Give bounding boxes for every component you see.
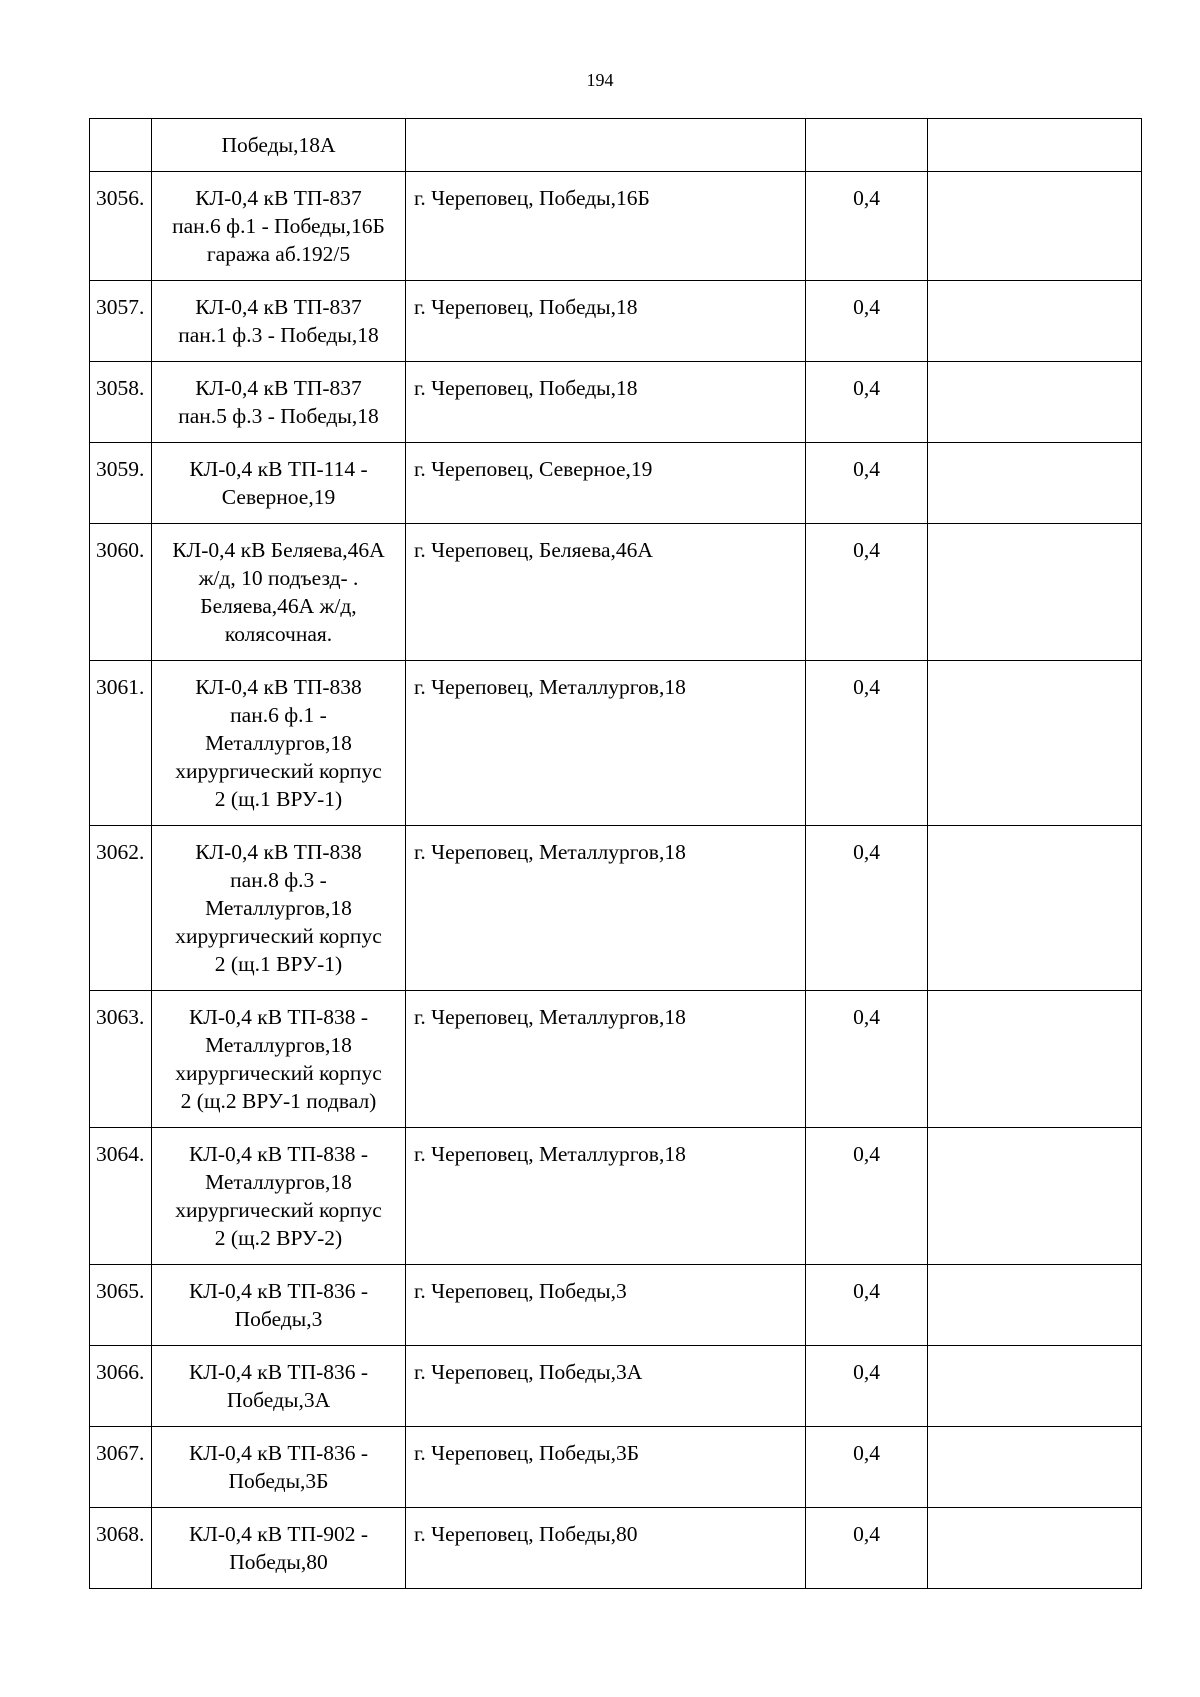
row-number-cell: 3064. [90, 1128, 152, 1265]
row-number-cell: 3056. [90, 172, 152, 281]
line-name-cell [152, 524, 406, 661]
line-name-cell [152, 991, 406, 1128]
empty-cell [928, 443, 1142, 524]
line-name-text: КЛ-0,4 кВ Беляева,46А [172, 538, 385, 562]
line-name-text: хирургический корпус [175, 924, 382, 948]
empty-cell [928, 524, 1142, 661]
address-cell: г. Череповец, Беляева,46А [406, 524, 806, 661]
line-name-cell [152, 172, 406, 281]
line-name-text: ж/д, 10 подъезд- . [198, 566, 359, 590]
empty-cell [928, 661, 1142, 826]
line-name-text: 2 (щ.2 ВРУ-2) [214, 1226, 343, 1250]
line-name-text: КЛ-0,4 кВ ТП-838 [195, 675, 362, 699]
line-name-text: Победы,80 [229, 1550, 328, 1574]
address-cell: г. Череповец, Победы,80 [406, 1508, 806, 1589]
line-name-text: КЛ-0,4 кВ ТП-837 [195, 376, 362, 400]
table-row [90, 1427, 1142, 1508]
empty-cell [928, 119, 1142, 172]
address-cell: г. Череповец, Северное,19 [406, 443, 806, 524]
address-cell: г. Череповец, Металлургов,18 [406, 1128, 806, 1265]
voltage-cell: 0,4 [806, 1508, 928, 1589]
empty-cell [928, 991, 1142, 1128]
voltage-cell [806, 119, 928, 172]
line-name-text: гаража аб.192/5 [206, 242, 351, 266]
table-row [90, 1346, 1142, 1427]
table-row [90, 1128, 1142, 1265]
row-number-cell: 3067. [90, 1427, 152, 1508]
voltage-cell: 0,4 [806, 443, 928, 524]
row-number-cell: 3068. [90, 1508, 152, 1589]
empty-cell [928, 281, 1142, 362]
voltage-cell: 0,4 [806, 281, 928, 362]
address-cell: г. Череповец, Победы,3А [406, 1346, 806, 1427]
line-name-text: КЛ-0,4 кВ ТП-114 - [189, 457, 368, 481]
line-name-text: КЛ-0,4 кВ ТП-838 - [188, 1142, 369, 1166]
row-number-cell: 3061. [90, 661, 152, 826]
voltage-cell: 0,4 [806, 661, 928, 826]
line-name-text: 2 (щ.1 ВРУ-1) [214, 952, 343, 976]
voltage-cell: 0,4 [806, 826, 928, 991]
table-row [90, 826, 1142, 991]
line-name-text: Победы,3Б [228, 1469, 329, 1493]
line-name-cell [152, 1128, 406, 1265]
line-name-cell [152, 1427, 406, 1508]
row-number-cell: 3057. [90, 281, 152, 362]
voltage-cell: 0,4 [806, 1265, 928, 1346]
voltage-cell: 0,4 [806, 1128, 928, 1265]
line-name-text: хирургический корпус [175, 1198, 382, 1222]
empty-cell [928, 1346, 1142, 1427]
line-name-text: Победы,3А [226, 1388, 331, 1412]
line-name-text: Победы,18А [221, 133, 336, 157]
table-row [90, 524, 1142, 661]
line-name-text: Северное,19 [221, 485, 336, 509]
line-name-text: колясочная. [224, 622, 333, 646]
address-cell: г. Череповец, Победы,3 [406, 1265, 806, 1346]
empty-cell [928, 1265, 1142, 1346]
table-row [90, 661, 1142, 826]
table-body [90, 119, 1142, 1589]
line-name-text: КЛ-0,4 кВ ТП-836 - [188, 1279, 369, 1303]
address-cell: г. Череповец, Металлургов,18 [406, 991, 806, 1128]
address-cell: г. Череповец, Победы,18 [406, 281, 806, 362]
row-number-cell: 3066. [90, 1346, 152, 1427]
address-cell [406, 119, 806, 172]
address-cell: г. Череповец, Победы,3Б [406, 1427, 806, 1508]
line-name-text: пан.6 ф.1 - [230, 703, 327, 727]
table-row [90, 443, 1142, 524]
line-name-text: хирургический корпус [175, 759, 382, 783]
row-number-cell: 3063. [90, 991, 152, 1128]
line-name-cell [152, 1265, 406, 1346]
voltage-cell: 0,4 [806, 362, 928, 443]
row-number-cell: 3062. [90, 826, 152, 991]
line-name-text: КЛ-0,4 кВ ТП-838 [195, 840, 362, 864]
line-name-text: КЛ-0,4 кВ ТП-836 - [188, 1441, 369, 1465]
table-row [90, 991, 1142, 1128]
voltage-cell: 0,4 [806, 172, 928, 281]
line-name-cell [152, 443, 406, 524]
line-name-text: пан.1 ф.3 - Победы,18 [178, 323, 379, 347]
row-number-cell: 3060. [90, 524, 152, 661]
line-name-text: 2 (щ.1 ВРУ-1) [214, 787, 343, 811]
table-row [90, 172, 1142, 281]
address-cell: г. Череповец, Металлургов,18 [406, 826, 806, 991]
line-name-cell [152, 826, 406, 991]
row-number-cell [90, 119, 152, 172]
line-name-cell [152, 119, 406, 172]
empty-cell [928, 1427, 1142, 1508]
empty-cell [928, 826, 1142, 991]
line-name-text: Победы,3 [234, 1307, 323, 1331]
voltage-cell: 0,4 [806, 524, 928, 661]
table-row [90, 119, 1142, 172]
table-row [90, 362, 1142, 443]
voltage-cell: 0,4 [806, 991, 928, 1128]
cable-lines-table [89, 118, 1142, 1589]
line-name-text: Металлургов,18 [205, 1033, 352, 1057]
line-name-text: Металлургов,18 [205, 1170, 352, 1194]
voltage-cell: 0,4 [806, 1346, 928, 1427]
line-name-cell [152, 281, 406, 362]
row-number-cell: 3065. [90, 1265, 152, 1346]
row-number-cell: 3059. [90, 443, 152, 524]
row-number-cell: 3058. [90, 362, 152, 443]
line-name-cell [152, 1346, 406, 1427]
line-name-text: пан.6 ф.1 - Победы,16Б [172, 214, 385, 238]
table-row [90, 1508, 1142, 1589]
empty-cell [928, 172, 1142, 281]
empty-cell [928, 1508, 1142, 1589]
address-cell: г. Череповец, Победы,18 [406, 362, 806, 443]
table-row [90, 281, 1142, 362]
line-name-cell [152, 661, 406, 826]
line-name-text: Металлургов,18 [205, 896, 352, 920]
line-name-text: КЛ-0,4 кВ ТП-837 [195, 186, 362, 210]
line-name-text: КЛ-0,4 кВ ТП-836 - [188, 1360, 369, 1384]
page-number: 194 [586, 70, 614, 90]
table-row [90, 1265, 1142, 1346]
line-name-text: 2 (щ.2 ВРУ-1 подвал) [180, 1089, 377, 1113]
empty-cell [928, 362, 1142, 443]
line-name-text: Беляева,46А ж/д, [200, 594, 357, 618]
line-name-cell [152, 362, 406, 443]
voltage-cell: 0,4 [806, 1427, 928, 1508]
line-name-text: Металлургов,18 [205, 731, 352, 755]
line-name-text: пан.8 ф.3 - [230, 868, 327, 892]
address-cell: г. Череповец, Металлургов,18 [406, 661, 806, 826]
empty-cell [928, 1128, 1142, 1265]
line-name-text: хирургический корпус [175, 1061, 382, 1085]
address-cell: г. Череповец, Победы,16Б [406, 172, 806, 281]
line-name-cell [152, 1508, 406, 1589]
line-name-text: КЛ-0,4 кВ ТП-902 - [188, 1522, 369, 1546]
line-name-text: КЛ-0,4 кВ ТП-837 [195, 295, 362, 319]
line-name-text: КЛ-0,4 кВ ТП-838 - [188, 1005, 369, 1029]
line-name-text: пан.5 ф.3 - Победы,18 [178, 404, 379, 428]
